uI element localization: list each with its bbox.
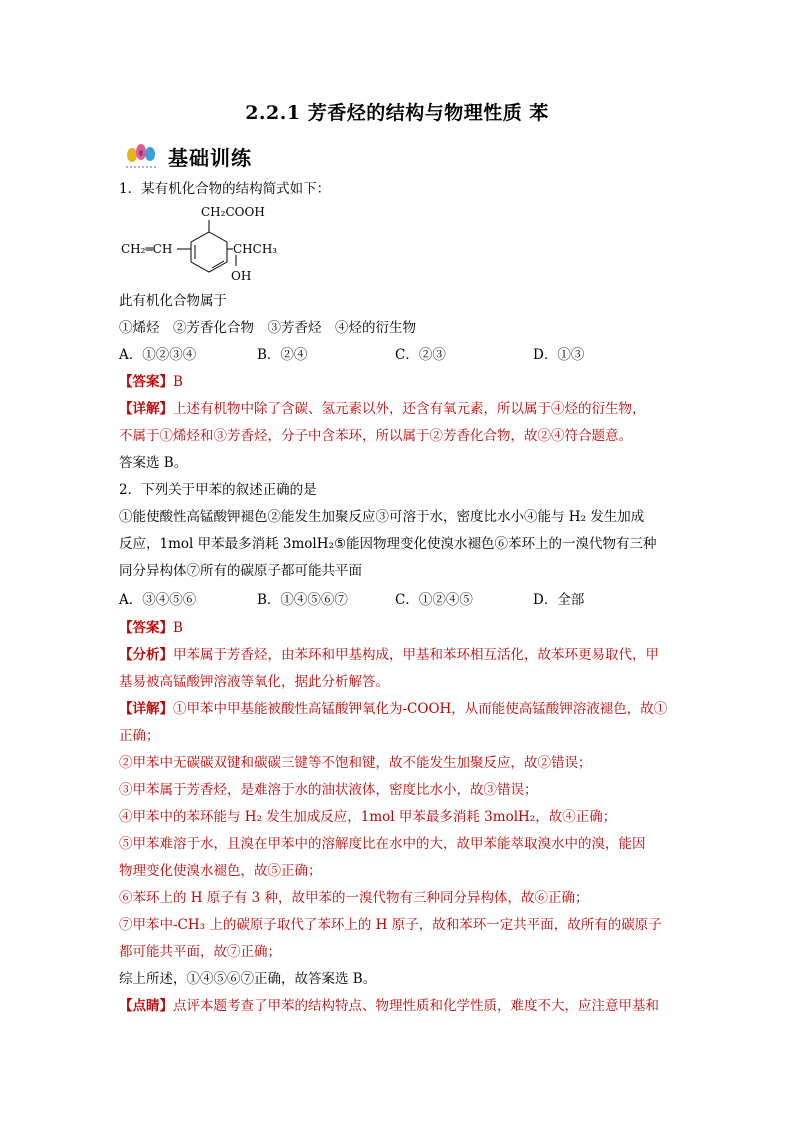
q2-detail-line: ④甲苯中的苯环能与 H₂ 发生加成反应，1mol 甲苯最多消耗 3molH₂，故④正确； (119, 809, 617, 825)
q1-choices: ①烯烃 ②芳香化合物 ③芳香烃 ④烃的衍生物 (119, 320, 416, 336)
q2-stem-line: ①能使酸性高锰酸钾褪色②能发生加聚反应③可溶于水，密度比水小④能与 H₂ 发生加成 (119, 509, 645, 525)
right-group: CHCH₃ (233, 242, 278, 256)
q2-analysis-line: 【分析】甲苯属于芳香烃，由苯环和甲基构成，甲基和苯环相互活化，故苯环更易取代，甲 (119, 647, 659, 663)
q1-detail-line: 不属于①烯烃和③芳香烃，分子中含苯环，所以属于②芳香化合物，故②④符合题意。 (119, 428, 632, 444)
q2-detail-line: 【详解】①甲苯中甲基能被酸性高锰酸钾氧化为-COOH，从而能使高锰酸钾溶液褪色，故① (119, 701, 668, 717)
q1-option-a: A．①②③④ (119, 347, 197, 363)
q2-stem-line: 2．下列关于甲苯的叙述正确的是 (119, 482, 317, 498)
section-badge-icon (122, 141, 162, 171)
q2-option-b: B．①④⑤⑥⑦ (257, 592, 348, 608)
q2-answer: 【答案】B (119, 620, 183, 636)
q2-detail-line: ⑤甲苯难溶于水，且溴在甲苯中的溶解度比在水中的大，故甲苯能萃取溴水中的溴，能因 (119, 836, 646, 852)
q1-ask: 此有机化合物属于 (119, 293, 227, 309)
left-group: CH₂═CH (121, 242, 173, 256)
q2-summary: 综上所述，①④⑤⑥⑦正确，故答案选 B。 (119, 971, 377, 987)
q2-comment: 【点睛】点评本题考查了甲苯的结构特点、物理性质和化学性质，难度不大，应注意甲基和 (119, 998, 659, 1014)
q2-detail-line: ②甲苯中无碳碳双键和碳碳三键等不饱和键，故不能发生加聚反应，故②错误； (119, 755, 592, 771)
section-header (122, 140, 252, 172)
q2-detail-line: ③甲苯属于芳香烃，是难溶于水的油状液体，密度比水小，故③错误； (119, 782, 538, 798)
q2-detail-line: 物理变化使溴水褪色，故⑤正确； (119, 863, 322, 879)
q1-answer: 【答案】B (119, 374, 183, 390)
q2-detail-line: ⑥苯环上的 H 原子有 3 种，故甲苯的一溴代物有三种同分异构体，故⑥正确； (119, 890, 589, 906)
q2-analysis-line: 基易被高锰酸钾溶液等氧化，据此分析解答。 (119, 674, 389, 690)
q1-stem: 1．某有机化合物的结构简式如下： (119, 181, 331, 197)
q2-option-c: C．①②④⑤ (395, 592, 473, 608)
q2-stem-line: 同分异构体⑦所有的碳原子都可能共平面 (119, 563, 362, 579)
top-group: CH₂COOH (201, 205, 265, 219)
bottom-group: OH (231, 269, 252, 283)
q1-detail-line: 答案选 B。 (119, 455, 188, 471)
section-title: 基础训练 (168, 145, 252, 170)
q1-option-b: B．②④ (257, 347, 308, 363)
q1-structure-formula (119, 200, 299, 285)
q2-option-d: D．全部 (533, 592, 585, 608)
q2-options (119, 591, 671, 609)
q2-detail-line: 正确； (119, 728, 160, 744)
q1-option-d: D．①③ (533, 347, 585, 363)
q2-detail-line: 都可能共平面，故⑦正确； (119, 944, 281, 960)
q2-detail-line: ⑦甲苯中-CH₃ 上的碳原子取代了苯环上的 H 原子，故和苯环一定共平面，故所有的碳原子 (119, 917, 662, 933)
q1-detail-line: 【详解】上述有机物中除了含碳、氢元素以外，还含有氧元素，所以属于④烃的衍生物， (119, 401, 646, 417)
q2-option-a: A．③④⑤⑥ (119, 592, 197, 608)
page-title: 2.2.1 芳香烃的结构与物理性质 苯 (245, 102, 549, 124)
q2-stem-line: 反应，1mol 甲苯最多消耗 3molH₂⑤能因物理变化使溴水褪色⑥苯环上的一溴代物有三种 (119, 536, 657, 552)
q1-options (119, 346, 671, 364)
q1-option-c: C．②③ (395, 347, 446, 363)
